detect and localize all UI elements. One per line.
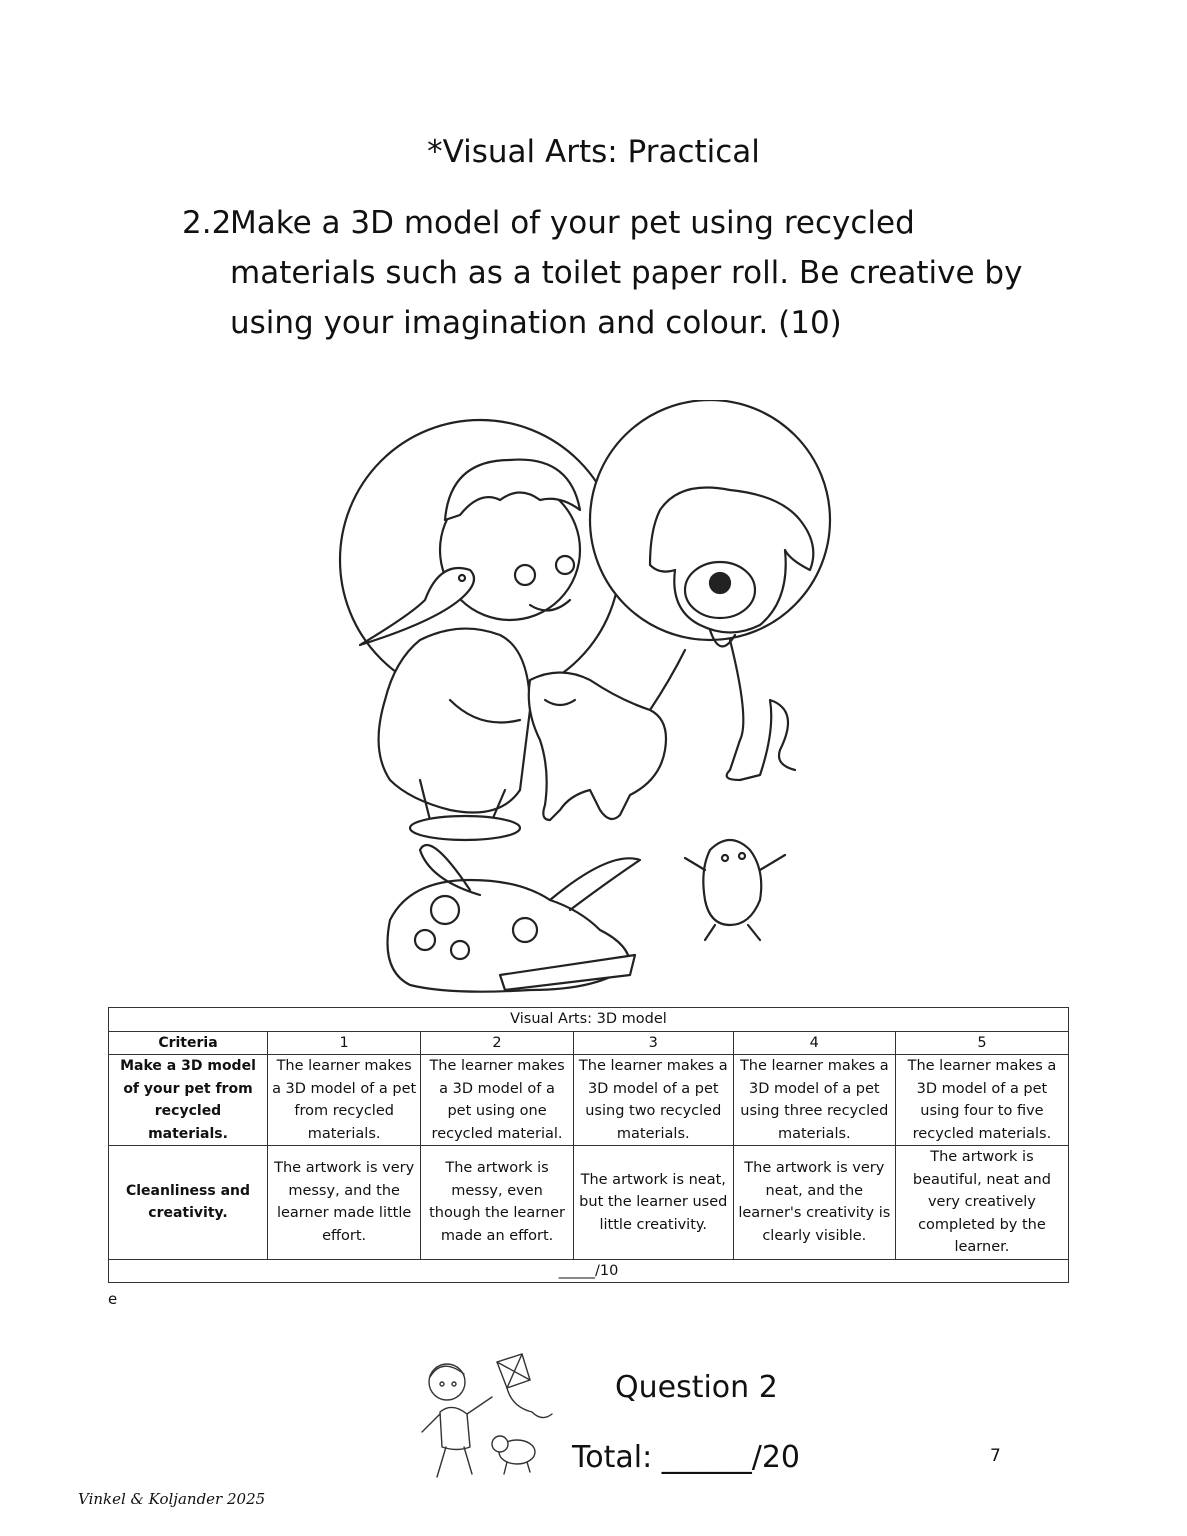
- rubric-header-5: 5: [895, 1031, 1068, 1055]
- page-title: *Visual Arts: Practical: [427, 134, 760, 170]
- stray-text: e: [108, 1290, 118, 1308]
- question-number: 2.2: [182, 205, 232, 241]
- rubric-cell: The learner makes a 3D model of a pet using three recycled materials.: [733, 1055, 895, 1146]
- rubric-row: [109, 1055, 1069, 1146]
- rubric-table: [108, 1007, 1069, 1283]
- rubric-header-1: 1: [268, 1031, 421, 1055]
- rubric-total: _____/10: [109, 1259, 1069, 1283]
- rubric-cell: The learner makes a 3D model of a pet using four to five recycled materials.: [895, 1055, 1068, 1146]
- page-number: 7: [990, 1446, 1001, 1466]
- question-label: Question 2: [615, 1370, 778, 1405]
- author-credit: Vinkel & Koljander 2025: [78, 1490, 266, 1508]
- rubric-row: [109, 1146, 1069, 1260]
- rubric-header-2: 2: [421, 1031, 574, 1055]
- rubric-header-criteria: Criteria: [109, 1031, 268, 1055]
- rubric-cell: The learner makes a 3D model of a pet from recycled materials.: [268, 1055, 421, 1146]
- rubric-cell: The artwork is messy, even though the learner made an effort.: [421, 1146, 574, 1260]
- boy-with-kite-and-puppy-illustration: [412, 1352, 562, 1484]
- children-with-pets-coloring-illustration: [330, 400, 850, 1000]
- rubric-cell: The artwork is beautiful, neat and very creatively completed by the learner.: [895, 1146, 1068, 1260]
- rubric-cell: The artwork is very neat, and the learner's creativity is clearly visible.: [733, 1146, 895, 1260]
- rubric-criterion: Cleanliness and creativity.: [109, 1146, 268, 1260]
- total-label: Total: ______/20: [572, 1440, 800, 1475]
- rubric-cell: The learner makes a 3D model of a pet using two recycled materials.: [573, 1055, 733, 1146]
- rubric-cell: The learner makes a 3D model of a pet using one recycled material.: [421, 1055, 574, 1146]
- rubric-title: Visual Arts: 3D model: [109, 1008, 1069, 1032]
- rubric-header-4: 4: [733, 1031, 895, 1055]
- rubric-criterion: Make a 3D model of your pet from recycled materials.: [109, 1055, 268, 1146]
- rubric-header-3: 3: [573, 1031, 733, 1055]
- rubric-cell: The artwork is very messy, and the learner made little effort.: [268, 1146, 421, 1260]
- question-text: Make a 3D model of your pet using recycled materials such as a toilet paper roll. Be creative by using your imagination and colour. (10): [230, 205, 1023, 341]
- rubric-cell: The artwork is neat, but the learner used little creativity.: [573, 1146, 733, 1260]
